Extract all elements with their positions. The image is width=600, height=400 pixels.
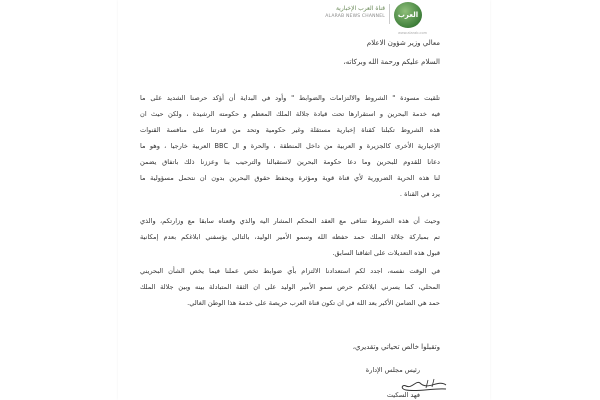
website: www.alarab.com (398, 31, 428, 35)
text-line: يرد في القناة . (399, 190, 440, 198)
greeting: السلام عليكم ورحمة الله وبركاته، (343, 58, 440, 66)
text-line: قبول هذه التعديلات على اتفاقنا السابق. (332, 249, 440, 257)
text-line: لنا هذه الحرية الضرورية لأي قناة قوية ومؤثرة ويحفظ حقوق البحرين بدون ان نتحمل مسؤولية ما (140, 174, 440, 182)
text-line: تلقيت مسودة " الشروط والالتزامات والضوابط " وأود في البداية أن أؤكد حرصنا الشديد على ما (140, 94, 440, 102)
text-line: فيه خدمة البحرين و استقرارها تحت قيادة جلالة الملك المعظم و حكومته الرشيدة ، ولكن حيث ان (140, 110, 440, 118)
text-line: دعانا للقدوم للبحرين وما دعا حكومة البحرين لاستقبالنا والترحيب بنا وعززنا ذلك باتفاق يضمن (140, 158, 440, 166)
alarab-logo (394, 2, 422, 28)
text-line: حمد هي الضامن الأكبر بعد الله في ان تكون قناة العرب حريصة على خدمة هذا الوطن الغالي. (187, 299, 440, 307)
brand-arabic: قناة العرب الإخبارية (335, 5, 385, 12)
logo-text: العرب (397, 11, 419, 19)
signatory-title: رئيس مجلس الإدارة (365, 366, 420, 374)
addressee: معالي وزير شؤون الاعلام (366, 39, 440, 47)
text-line: هذه الشروط تكبلنا كقناة إخبارية مستقلة وغير حكومية وتحد من قدرتنا على منافسة القنوات (140, 126, 440, 134)
text-line: تم بمباركة جلالة الملك حمد حفظه الله وسمو الأمير الوليد، بالتالي يؤسفني ابلاغكم بعدم إمكانية (140, 233, 440, 241)
text-line: وحيث أن هذه الشروط تتنافى مع العقد المحكم المشار اليه والذي وقعناه سابقا مع وزارتكم، والذي (140, 217, 440, 225)
text-line: في الوقت نفسه، اجدد لكم استعدادنا الالتزام بأي ضوابط تخص عملنا فيما يخص الشأن البحريني (140, 267, 440, 275)
logo-divider (389, 4, 390, 24)
brand-english: ALARAB NEWS CHANNEL (325, 14, 385, 19)
text-line: الإخبارية الأخرى كالجزيرة و العربية من داخل المنطقة ، والحرة و ال BBC العربية خارجيا ، وهو ما (140, 142, 440, 150)
text-line: المحلي، كما يسرني ابلاغكم حرص سمو الأمير الوليد على ان الثقة المتبادلة بينه وبين جلالة الملك (140, 283, 440, 291)
closing: وتقبلوا خالص تحياتي وتقديري، (352, 343, 440, 351)
signatory-name: فهد السكيت (386, 391, 420, 399)
